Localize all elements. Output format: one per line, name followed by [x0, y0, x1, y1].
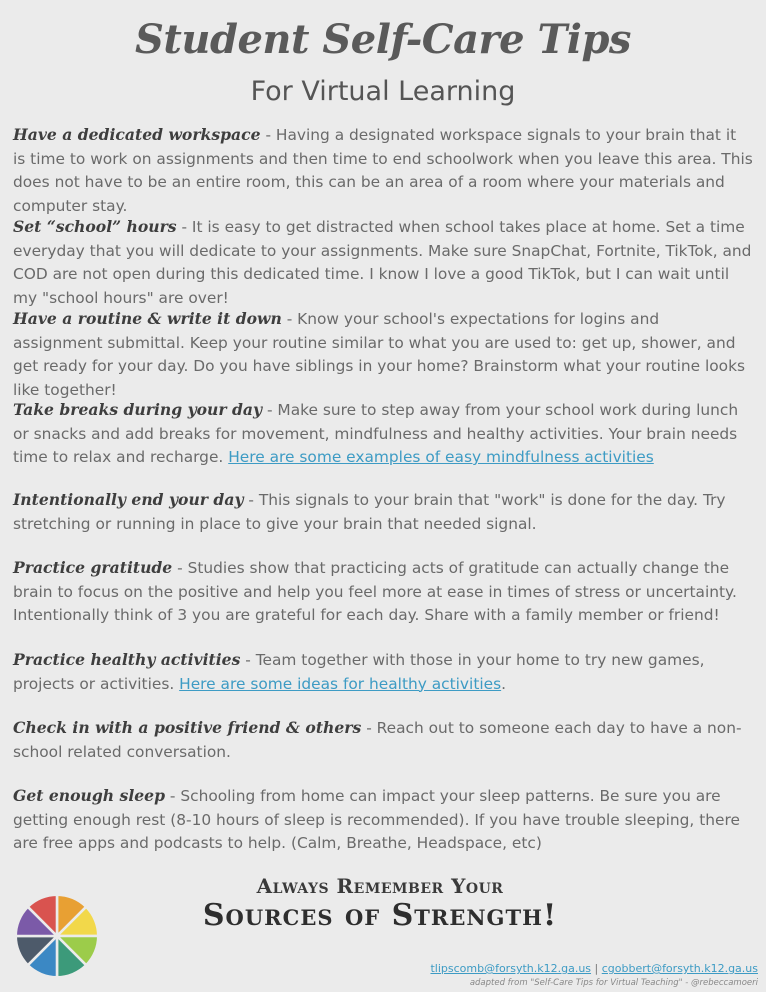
tip-text: - Schooling from home can impact your sleep patterns. Be sure you are getting enough rest (8-10 hours of sleep is recommended). If you have trouble sleeping, there are free apps and podcasts to help. (Calm, Breathe, Headspace, etc): [13, 787, 740, 852]
tip-sleep: [13, 784, 753, 856]
tip-heading: Get enough sleep: [13, 786, 165, 805]
tip-heading: Take breaks during your day: [13, 400, 263, 419]
email-link-tlipscomb[interactable]: tlipscomb@forsyth.k12.ga.us: [430, 962, 592, 975]
sources-of-strength-wheel-icon: [14, 893, 100, 979]
contact-emails: [430, 962, 758, 975]
tip-text: - Team together with those in your home to try new games, projects or activities.: [13, 651, 705, 693]
tip-text: - Having a designated workspace signals to your brain that it is time to work on assignments and then time to end schoolwork when you leave this area. This does not have to be an entire room, this can be an area of a room where your materials and computer stay.: [13, 126, 753, 215]
page-title: Student Self-Care Tips: [135, 16, 631, 63]
adaptation-credit: adapted from "Self-Care Tips for Virtual Teaching" - @rebeccamoeri: [469, 978, 758, 988]
tip-positive-friend: [13, 716, 753, 764]
tip-heading: Check in with a positive friend & others: [13, 718, 362, 737]
tip-heading: Practice healthy activities: [13, 650, 241, 669]
tip-heading: Intentionally end your day: [13, 490, 244, 509]
tip-text: - It is easy to get distracted when school takes place at home. Set a time everyday that you will dedicate to your assignments. Make sure SnapChat, Fortnite, TikTok, and COD are not open during this dedicated time. I know I love a good TikTok, but I can wait until my "school hours" are over!: [13, 218, 752, 307]
tip-text: - Reach out to someone each day to have a non-school related conversation.: [13, 719, 742, 761]
tip-heading: Have a dedicated workspace: [13, 125, 261, 144]
page-subtitle: For Virtual Learning: [250, 76, 516, 107]
tip-text: - This signals to your brain that "work" is done for the day. Try stretching or running in place to give your brain that needed signal.: [13, 491, 726, 533]
tip-heading: Set “school” hours: [13, 217, 177, 236]
tip-gratitude: [13, 556, 753, 628]
mindfulness-activities-link[interactable]: Here are some examples of easy mindfulness activities: [228, 448, 654, 466]
tip-text: - Make sure to step away from your school work during lunch or snacks and add breaks for movement, mindfulness and healthy activities. Your brain needs time to relax and recharge.: [13, 401, 739, 466]
tip-healthy-activities: [13, 648, 753, 696]
tip-text: - Know your school's expectations for logins and assignment submittal. Keep your routine similar to what you are used to: get up, shower, and get ready for your day. Do you have siblings in your home? Brainstorm what your routine looks like together!: [13, 310, 746, 399]
email-link-cgobbert[interactable]: cgobbert@forsyth.k12.ga.us: [601, 962, 758, 975]
tip-text: - Studies show that practicing acts of gratitude can actually change the brain to focus on the positive and help you feel more at ease in times of stress or uncertainty. Intentionally think of 3 you are grateful for each day. Share with a family member or friend!: [13, 559, 737, 624]
tip-text-after: .: [501, 674, 507, 693]
tip-school-hours: [13, 215, 753, 310]
always-remember-text: Always Remember Your: [256, 874, 504, 898]
tip-end-day: [13, 488, 753, 536]
tip-heading: Have a routine & write it down: [13, 309, 282, 328]
tip-workspace: [13, 123, 753, 218]
tip-breaks: [13, 398, 753, 470]
sources-of-strength-text: Sources of Strength!: [202, 898, 558, 933]
email-separator: |: [591, 962, 602, 975]
tip-heading: Practice gratitude: [13, 558, 173, 577]
healthy-activities-link[interactable]: Here are some ideas for healthy activities: [179, 674, 502, 693]
tip-routine: [13, 307, 753, 402]
